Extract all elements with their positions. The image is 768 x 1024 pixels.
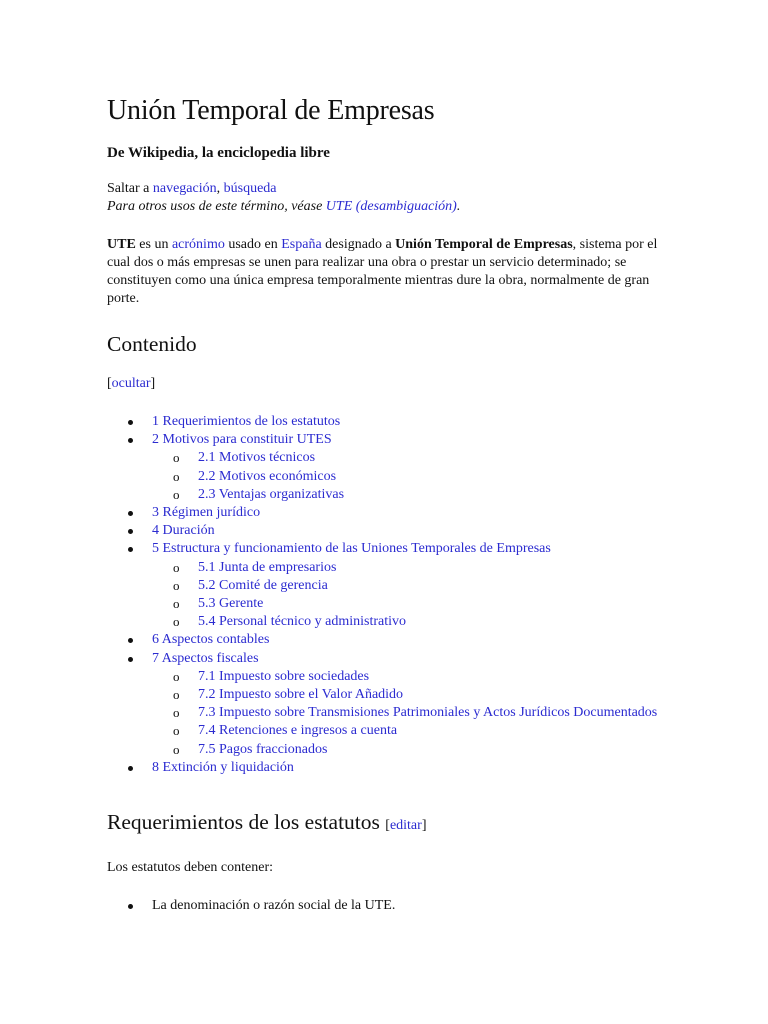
toc-subitem: [152, 613, 661, 631]
jump-search-link[interactable]: búsqueda: [223, 181, 277, 196]
toc-item: [107, 759, 661, 777]
toc-item: [107, 431, 661, 504]
toc-sublink[interactable]: 7.4 Retenciones e ingresos a cuenta: [198, 723, 398, 739]
jump-links: [107, 180, 661, 198]
toc-subitem: [152, 704, 661, 722]
toc-item: [107, 504, 661, 522]
disambiguation-note: [107, 198, 661, 216]
jump-prefix: Saltar a: [107, 181, 153, 196]
section-edit: [385, 818, 426, 833]
acronimo-link[interactable]: acrónimo: [171, 237, 225, 252]
toc-sublink[interactable]: 5.2 Comité de gerencia: [198, 577, 328, 593]
toc-subitem: [152, 577, 661, 595]
toc-sublist: [152, 668, 661, 759]
disambig-suffix: .: [456, 199, 461, 214]
disambiguation-link[interactable]: UTE (desambiguación): [325, 199, 457, 214]
toc-item: [107, 631, 661, 649]
toc-sublink[interactable]: 5.1 Junta de empresarios: [198, 559, 337, 575]
toc-link[interactable]: 4 Duración: [152, 523, 215, 539]
toc-toggle-close: ]: [150, 376, 156, 391]
toc-item: [107, 540, 661, 631]
toc-subitem: [152, 468, 661, 486]
toc-hide-link[interactable]: ocultar: [111, 376, 151, 391]
toc-subitem: [152, 722, 661, 740]
toc-sublink[interactable]: 2.3 Ventajas organizativas: [198, 486, 345, 502]
toc-toggle: [107, 375, 661, 393]
toc-toggle-open: [: [107, 376, 112, 391]
toc-sublink[interactable]: 7.1 Impuesto sobre sociedades: [198, 668, 370, 684]
toc-link[interactable]: 2 Motivos para constituir UTES: [152, 432, 332, 448]
toc-heading: Contenido: [107, 332, 197, 356]
toc-link[interactable]: 8 Extinción y liquidación: [152, 759, 294, 775]
page-subtitle: De Wikipedia, la enciclopedia libre: [107, 145, 330, 161]
intro-term: UTE: [107, 237, 136, 252]
toc-subitem: [152, 741, 661, 759]
toc-sublink[interactable]: 7.5 Pagos fraccionados: [198, 741, 328, 757]
toc-list: [107, 413, 661, 777]
edit-close-bracket: ]: [421, 818, 427, 834]
intro-text-4: , sistema por el cual dos o más empresas se unen para realizar una obra o prestar un servicio determinado; se constituyen como una única empresa temporalmente mientras dure la obra, normalmente de gran porte.: [107, 237, 658, 306]
toc-item: [107, 413, 661, 431]
toc-sublink[interactable]: 7.3 Impuesto sobre Transmisiones Patrimoniales y Actos Jurídicos Documentados: [198, 705, 658, 721]
toc-sublist: [152, 559, 661, 632]
toc-link[interactable]: 7 Aspectos fiscales: [152, 650, 259, 666]
list-item: La denominación o razón social de la UTE.: [107, 897, 661, 915]
jump-navigation-link[interactable]: navegación: [152, 181, 217, 196]
toc-subitem: [152, 595, 661, 613]
toc-subitem: [152, 668, 661, 686]
section-bullets: [107, 897, 661, 915]
toc-subitem: [152, 686, 661, 704]
intro-bold-name: Unión Temporal de Empresas: [395, 237, 573, 252]
toc-sublink[interactable]: 5.4 Personal técnico y administrativo: [198, 614, 407, 630]
jump-separator: ,: [216, 181, 224, 196]
section-heading-requerimientos: [107, 808, 661, 840]
intro-paragraph: [107, 236, 677, 308]
toc-sublink[interactable]: 2.2 Motivos económicos: [198, 468, 337, 484]
toc-subitem: [152, 486, 661, 504]
espana-link[interactable]: España: [281, 237, 322, 252]
toc-link[interactable]: 6 Aspectos contables: [152, 632, 270, 648]
toc-sublink[interactable]: 7.2 Impuesto sobre el Valor Añadido: [198, 687, 404, 703]
toc-sublist: [152, 449, 661, 504]
toc-subitem: [152, 559, 661, 577]
toc-link[interactable]: 3 Régimen jurídico: [152, 505, 261, 521]
section-heading-text: Requerimientos de los estatutos: [107, 810, 380, 835]
toc-item: [107, 650, 661, 759]
toc-item: [107, 522, 661, 540]
toc-subitem: [152, 449, 661, 467]
intro-text-3: designado a: [321, 237, 396, 252]
section-lead: Los estatutos deben contener:: [107, 860, 274, 876]
disambig-prefix: Para otros usos de este término, véase: [107, 199, 326, 214]
edit-section-link[interactable]: editar: [389, 818, 422, 834]
intro-text-2: usado en: [224, 237, 282, 252]
toc-link[interactable]: 1 Requerimientos de los estatutos: [152, 414, 341, 429]
toc-sublink[interactable]: 2.1 Motivos técnicos: [198, 450, 316, 466]
toc-link[interactable]: 5 Estructura y funcionamiento de las Uniones Temporales de Empresas: [152, 541, 551, 557]
page-title: Unión Temporal de Empresas: [107, 95, 435, 126]
toc-sublink[interactable]: 5.3 Gerente: [198, 596, 264, 612]
intro-text-1: es un: [135, 237, 172, 252]
edit-open-bracket: [: [385, 818, 390, 834]
